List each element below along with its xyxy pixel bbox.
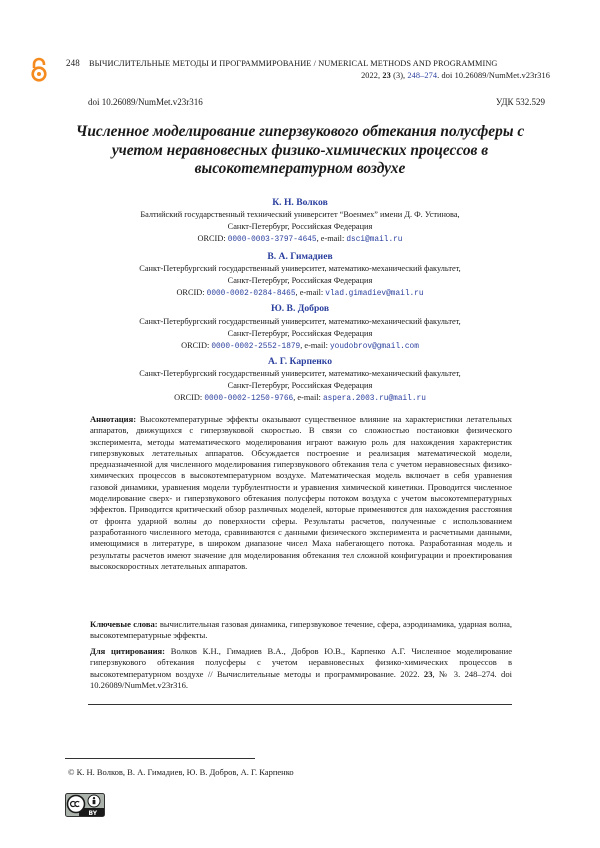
open-access-icon — [28, 57, 50, 83]
abstract-label: Аннотация: — [90, 414, 137, 424]
udc-code: УДК 532.529 — [495, 97, 545, 107]
email-link[interactable]: dsci@mail.ru — [346, 236, 403, 245]
paper-title: Численное моделирование гиперзвукового обтекания полусферы с учетом неравновесных физико-химических процессов в высокотемпературном воздухе — [75, 123, 525, 177]
keywords-label: Ключевые слова: — [90, 619, 158, 629]
footnote-divider — [65, 758, 255, 759]
author-contacts: ORCID: 0000-0003-3797-4645, e-mail: dsci@mail.ru — [197, 234, 403, 245]
citation-volume: 23 — [423, 668, 433, 679]
author-contacts: ORCID: 0000-0002-2552-1879, e-mail: youdobrov@gmail.com — [181, 341, 419, 352]
keywords — [90, 619, 512, 642]
copyright-line: © К. Н. Волков, В. А. Гимадиев, Ю. В. Добров, А. Г. Карпенко — [68, 767, 294, 777]
header-journal-name: ВЫЧИСЛИТЕЛЬНЫЕ МЕТОДЫ И ПРОГРАММИРОВАНИЕ / NUMERICAL METHODS AND PROGRAMMING — [89, 59, 498, 68]
author-name: Ю. В. Добров — [270, 303, 330, 314]
author-affiliation: Балтийский государственный технический университет “Военмех” имени Д. Ф. Устинова, Санкт-Петербург, Российская Федерация ORCID: 0000-0003-3797-4645, e-mail: dsci@mail.ru — [60, 209, 540, 246]
abstract — [90, 414, 512, 572]
email-link[interactable]: youdobrov@gmail.com — [329, 343, 419, 352]
author-name: А. Г. Карпенко — [267, 356, 333, 367]
orcid-link[interactable]: 0000-0002-1250-9766 — [204, 395, 294, 404]
citation-label: Для цитирования: — [90, 646, 166, 656]
author-affiliation: Санкт-Петербургский государственный университет, математико-механический факультет, Санкт-Петербург, Российская Федерация ORCID: 0000-0002-2552-1879, e-mail: youdobrov@gmail.com — [60, 316, 540, 353]
citation: Для цитирования: Волков К.Н., Гимадиев В.А., Добров Ю.В., Карпенко А.Г. Численное моделирование гиперзвукового обтекания полусферы с учетом неравновесных физико-химических процессов в высокотемпературном воздухе // Вычислительные методы и программирование. 2022. 23, № 3. 248–274. doi 10.26089/NumMet.v23r316. — [90, 646, 512, 690]
svg-text:BY: BY — [88, 809, 98, 817]
header-pages-link[interactable]: 248–274 — [407, 71, 438, 80]
doi-line: doi 10.26089/NumMet.v23r316 — [88, 97, 203, 107]
author-contacts: ORCID: 0000-0002-1250-9766, e-mail: aspera.2003.ru@mail.ru — [174, 393, 426, 404]
orcid-link[interactable]: 0000-0003-3797-4645 — [227, 236, 317, 245]
author-affiliation: Санкт-Петербургский государственный университет, математико-механический факультет, Санкт-Петербург, Российская Федерация ORCID: 0000-0002-0284-8465, e-mail: vlad.gimadiev@mail.ru — [60, 263, 540, 300]
abstract-text: Высокотемпературные эффекты оказывают существенное влияние на характеристики летательных аппаратов, движущихся с гиперзвуковой скоростью. В связи со сложностью постановки физического эксперимента, методы математического моделирования играют важную роль для нахождения характеристик гиперзвуковых летательных аппаратов. Обсуждается построение и реализация математической модели, предназначенной для численного моделирования гиперзвукового обтекания тела с учетом неравновесных физико-химических процессов в высокотемпературном воздухе. Математическая модель включает в себя уравнения газовой динамики, уравнения модели турбулентности и уравнения химической кинетики. Проводится численное моделирование сверх- и гиперзвукового обтекания полусферы потоком воздуха с учетом высокотемпературных эффектов. Приводится критический обзор различных моделей, которые применяются для нахождения расстояния от фронта ударной волны до поверхности сферы. Результаты расчетов, полученные с использованием разработанного численного метода, сравниваются с данными физического эксперимента и расчетными данными, имеющимися в литературе, в широком диапазоне чисел Маха набегающего потока. Разработанная модель и результаты расчетов имеют значение для моделирования обтекания тел сложной конфигурации и проектирования высокоскоростных летательных аппаратов. — [90, 414, 512, 571]
header-page-number: 248 — [66, 58, 80, 68]
header-issue-info: 2022, 23 (3), 248–274. doi 10.26089/NumMet.v23r316 — [361, 71, 550, 80]
author-name: В. А. Гимадиев — [267, 251, 333, 262]
orcid-link[interactable]: 0000-0002-2552-1879 — [211, 343, 301, 352]
author-contacts: ORCID: 0000-0002-0284-8465, e-mail: vlad.gimadiev@mail.ru — [176, 288, 424, 299]
email-link[interactable]: vlad.gimadiev@mail.ru — [325, 290, 424, 299]
cc-by-license-icon[interactable] — [65, 793, 105, 817]
author-name: К. Н. Волков — [272, 197, 328, 208]
author-affiliation: Санкт-Петербургский государственный университет, математико-механический факультет, Санкт-Петербург, Российская Федерация ORCID: 0000-0002-1250-9766, e-mail: aspera.2003.ru@mail.ru — [60, 368, 540, 405]
orcid-link[interactable]: 0000-0002-0284-8465 — [206, 290, 296, 299]
email-link[interactable]: aspera.2003.ru@mail.ru — [322, 395, 426, 404]
citation-divider — [88, 704, 512, 705]
keywords-text: вычислительная газовая динамика, гиперзвуковое течение, сфера, аэродинамика, ударная волна, высокотемпературные эффекты. — [90, 619, 512, 641]
header-volume: 23 — [382, 71, 391, 80]
